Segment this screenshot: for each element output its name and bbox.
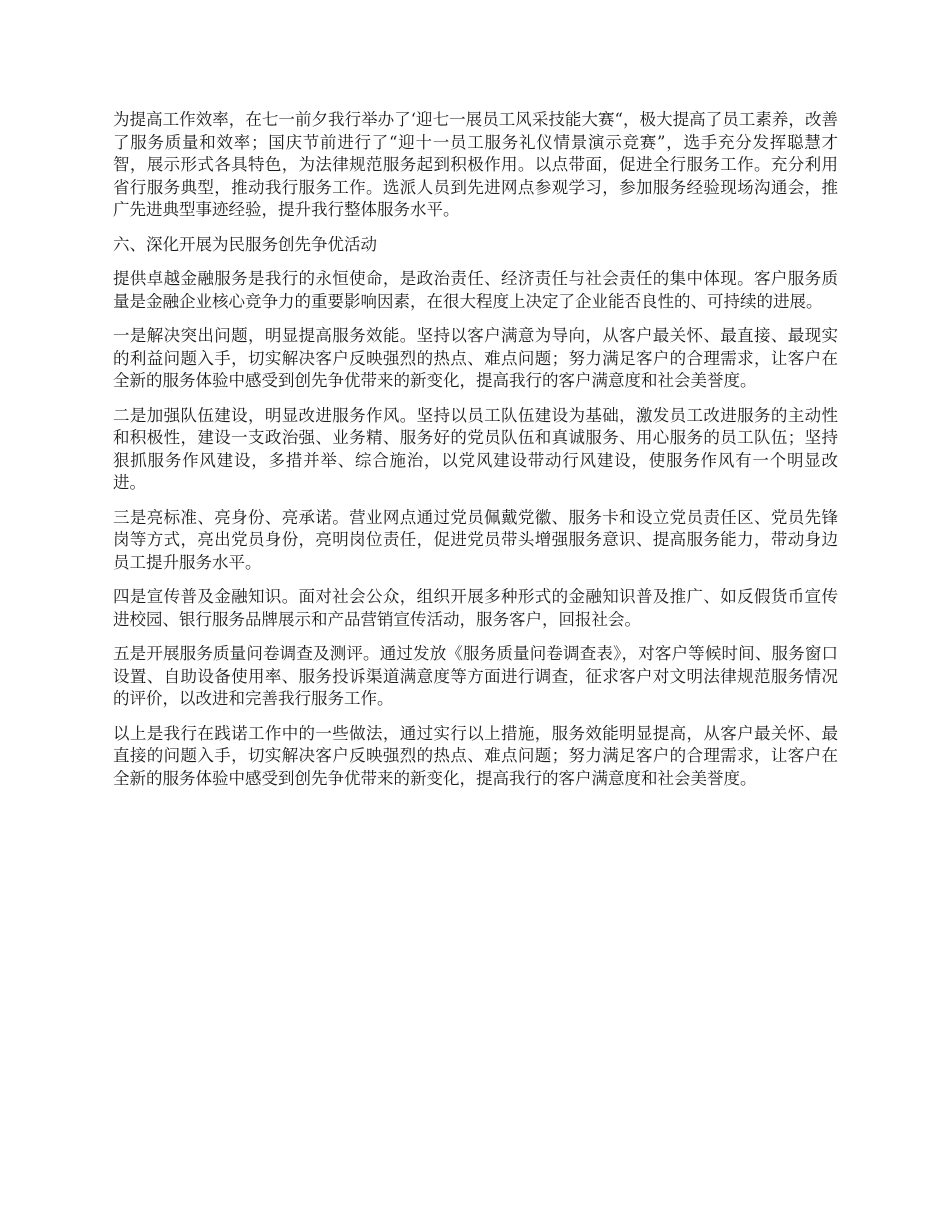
paragraph-mission: 提供卓越金融服务是我行的永恒使命，是政治责任、经济责任与社会责任的集中体现。客户服务质量是金融企业核心竞争力的重要影响因素，在很大程度上决定了企业能否良性的、可持续的进展。 <box>113 269 838 311</box>
section-heading-six: 六、深化开展为民服务创先争优活动 <box>113 234 377 254</box>
document-body <box>113 109 838 802</box>
paragraph-conclusion: 以上是我行在践诺工作中的一些做法，通过实行以上措施，服务效能明显提高，从客户最关怀、最直接的问题入手，切实解决客户反映强烈的热点、难点问题；努力满足客户的合理需求，让客户在全新的服务体验中感受到创先争优带来的新变化，提高我行的客户满意度和社会美誉度。 <box>113 723 838 788</box>
paragraph-point-three: 三是亮标准、亮身份、亮承诺。营业网点通过党员佩戴党徽、服务卡和设立党员责任区、党员先锋岗等方式，亮出党员身份，亮明岗位责任，促进党员带头增强服务意识、提高服务能力，带动身边员工提升服务水平。 <box>113 507 838 572</box>
paragraph-point-four: 四是宣传普及金融知识。面对社会公众，组织开展多种形式的金融知识普及推广、如反假货币宣传进校园、银行服务品牌展示和产品营销宣传活动，服务客户，回报社会。 <box>113 587 838 629</box>
paragraph-point-two: 二是加强队伍建设，明显改进服务作风。坚持以员工队伍建设为基础，激发员工改进服务的主动性和积极性，建设一支政治强、业务精、服务好的党员队伍和真诚服务、用心服务的员工队伍；坚持狠抓服务作风建设，多措并举、综合施治，以党风建设带动行风建设，使服务作风有一个明显改进。 <box>113 405 838 492</box>
paragraph-point-one: 一是解决突出问题，明显提高服务效能。坚持以客户满意为导向，从客户最关怀、最直接、最现实的利益问题入手，切实解决客户反映强烈的热点、难点问题；努力满足客户的合理需求，让客户在全新的服务体验中感受到创先争优带来的新变化，提高我行的客户满意度和社会美誉度。 <box>113 326 838 390</box>
paragraph-point-five: 五是开展服务质量问卷调查及测评。通过发放《服务质量问卷调查表》，对客户等候时间、服务窗口设置、自助设备使用率、服务投诉渠道满意度等方面进行调查，征求客户对文明法律规范服务情况的评价，以改进和完善我行服务工作。 <box>113 644 838 708</box>
paragraph-efficiency-activities: 为提高工作效率，在七一前夕我行举办了‘迎七一展员工风采技能大赛“，极大提高了员工素养，改善了服务质量和效率；国庆节前进行了“迎十一员工服务礼仪情景演示竞赛”，选手充分发挥聪慧才智，展示形式各具特色，为法律规范服务起到积极作用。以点带面，促进全行服务工作。充分利用省行服务典型，推动我行服务工作。选派人员到先进网点参观学习，参加服务经验现场沟通会，推广先进典型事迹经验，提升我行整体服务水平。 <box>113 110 838 219</box>
